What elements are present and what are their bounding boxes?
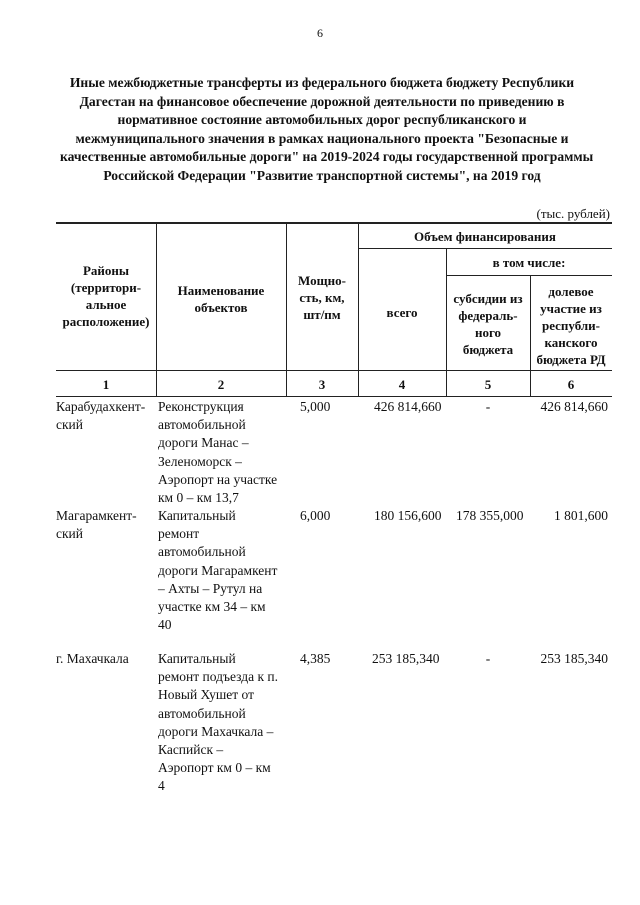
text-line: дороги Магарамкент [158, 562, 278, 578]
text-line: Реконструкция [158, 399, 244, 414]
row-capacity: 5,000 [300, 399, 331, 414]
text-line: Капитальный [158, 651, 236, 666]
header-bottom-line [56, 370, 612, 371]
row-federal: - [485, 399, 491, 414]
text-line: автомобильной [158, 544, 246, 560]
text-line: Каспийск – [158, 742, 224, 758]
header-line: расположение) [62, 314, 150, 329]
title-line: нормативное состояние автомобильных дорог республиканского и [117, 112, 527, 127]
header-line: шт/пм [303, 307, 341, 322]
text-line: автомобильной [158, 705, 246, 721]
text-line: участке км 34 – км [158, 599, 266, 615]
header-line: сть, км, [299, 290, 345, 305]
text-line: ский [56, 526, 83, 542]
header-line: субсидии из [453, 291, 523, 306]
text-line: Капитальный [158, 508, 236, 523]
text-line: – Ахты – Рутул на [158, 580, 263, 596]
row-district [56, 507, 156, 543]
column-number: 3 [318, 377, 326, 392]
text-line: Зеленоморск – [158, 453, 242, 469]
row-district [56, 650, 156, 668]
row-total: 180 156,600 [374, 508, 442, 523]
page-number: 6 [317, 26, 323, 40]
text-line: Новый Хушет от [158, 687, 254, 703]
text-line: 40 [158, 617, 172, 633]
row-federal: - [485, 651, 491, 666]
header-line: объектов [194, 300, 248, 315]
text-line: ремонт подъезда к п. [158, 669, 278, 685]
numbers-bottom-line [56, 396, 612, 397]
header-line: (территори- [70, 280, 142, 295]
header-line: долевое [548, 284, 594, 299]
header-objects [156, 282, 286, 316]
row-regional: 426 814,660 [540, 399, 608, 414]
header-capacity [286, 272, 358, 323]
column-number: 1 [102, 377, 110, 392]
header-federal [446, 290, 530, 358]
table-top-line [56, 222, 612, 224]
row-district [56, 398, 156, 434]
units-label: (тыс. рублей) [536, 206, 610, 221]
title-line: Российской Федерации "Развитие транспортной системы", на 2019 год [103, 167, 541, 183]
header-regional [530, 283, 612, 368]
title-line: межмуниципального значения в рамках национального проекта "Безопасные и [75, 130, 569, 146]
text-line: ремонт [158, 526, 200, 542]
text-line: дороги Махачкала – [158, 723, 274, 739]
row-regional: 1 801,600 [554, 508, 608, 523]
row-federal: 178 355,000 [456, 508, 524, 523]
header-line: бюджета РД [536, 352, 606, 367]
title-line: Дагестан на финансовое обеспечение дорожной деятельности по приведению в [79, 93, 565, 109]
row-total: 426 814,660 [374, 399, 442, 414]
column-number: 2 [217, 377, 225, 392]
text-line: Аэропорт км 0 – км [158, 760, 271, 776]
header-line: ного [474, 325, 502, 340]
text-line: Магарамкент- [56, 508, 137, 523]
row-capacity: 4,385 [300, 651, 331, 666]
header-including: в том числе: [492, 255, 566, 270]
text-line: Карабудахкент- [56, 399, 146, 414]
header-line: федераль- [458, 308, 518, 323]
header-financing: Объем финансирования [414, 229, 556, 244]
title-line: качественные автомобильные дороги" на 2019-2024 годы государственной программы [60, 149, 594, 164]
column-number: 6 [567, 377, 575, 392]
header-line: Мощно- [298, 273, 346, 288]
header-districts [56, 262, 156, 330]
column-number: 4 [398, 377, 406, 392]
header-line: республи- [541, 318, 601, 333]
text-line: ский [56, 417, 83, 433]
row-capacity: 6,000 [300, 508, 331, 523]
text-line: 4 [158, 778, 165, 794]
row-object [158, 507, 288, 634]
header-line: бюджета [462, 342, 514, 357]
header-line: участие из [540, 301, 602, 316]
header-total: всего [386, 305, 418, 320]
header-line: альное [85, 297, 127, 312]
header-line: канского [544, 335, 598, 350]
including-divider [446, 275, 612, 276]
text-line: дороги Манас – [158, 435, 249, 451]
text-line: Аэропорт на участке [158, 471, 278, 487]
document-title [60, 74, 594, 185]
text-line: автомобильной [158, 417, 246, 433]
row-object [158, 398, 288, 507]
column-number: 5 [484, 377, 492, 392]
title-line: Иные межбюджетные трансферты из федерального бюджета бюджету Республики [69, 75, 575, 90]
text-line: км 0 – км 13,7 [158, 490, 239, 506]
financing-divider [358, 248, 612, 249]
row-regional: 253 185,340 [540, 651, 608, 666]
row-total: 253 185,340 [372, 651, 440, 666]
header-line: Наименование [177, 283, 265, 298]
row-object [158, 650, 288, 796]
text-line: г. Махачкала [56, 651, 129, 666]
header-line: Районы [82, 263, 130, 278]
